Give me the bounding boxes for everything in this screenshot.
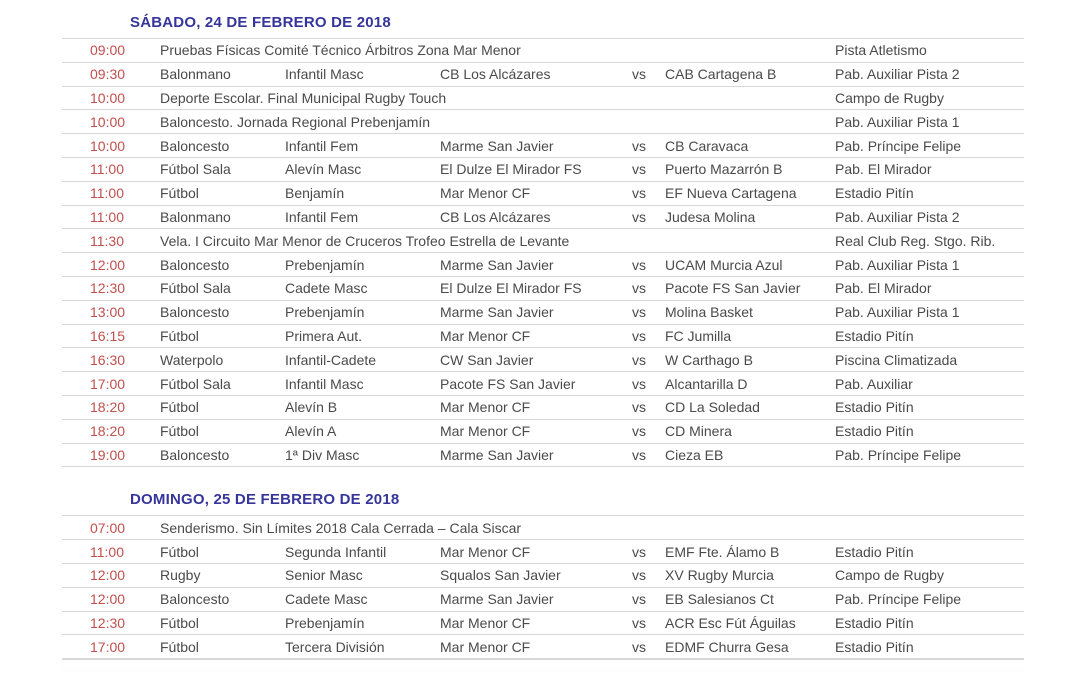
schedule-row bbox=[62, 371, 1024, 395]
sport-cell: Fútbol bbox=[160, 399, 199, 416]
home-team-cell: Mar Menor CF bbox=[440, 399, 531, 416]
home-team-cell: Pacote FS San Javier bbox=[440, 375, 576, 392]
venue-cell: Real Club Reg. Stgo. Rib. bbox=[835, 232, 996, 249]
schedule-row bbox=[62, 86, 1024, 110]
away-team-cell: Molina Basket bbox=[665, 304, 753, 321]
venue-cell: Estadio Pitín bbox=[835, 638, 914, 655]
cutoff-row bbox=[62, 659, 1024, 672]
venue-cell: Estadio Pitín bbox=[835, 185, 914, 202]
schedule-row bbox=[62, 109, 1024, 133]
home-team-cell: Marme San Javier bbox=[440, 256, 554, 273]
schedule-row bbox=[62, 634, 1024, 659]
venue-cell: Estadio Pitín bbox=[835, 543, 914, 560]
home-team-cell: Marme San Javier bbox=[440, 446, 554, 463]
category-cell: Cadete Masc bbox=[285, 591, 368, 608]
sport-cell: Balonmano bbox=[160, 66, 231, 83]
time-cell: 11:30 bbox=[90, 232, 124, 249]
vs-label: vs bbox=[632, 543, 646, 560]
venue-cell: Pab. Auxiliar Pista 1 bbox=[835, 113, 960, 130]
vs-label: vs bbox=[632, 256, 646, 273]
vs-label: vs bbox=[632, 567, 646, 584]
venue-cell: Campo de Rugby bbox=[835, 89, 944, 106]
away-team-cell: CB Caravaca bbox=[665, 137, 749, 154]
category-cell: Infantil Fem bbox=[285, 208, 359, 225]
schedule-row bbox=[62, 300, 1024, 324]
category-cell: Alevín B bbox=[285, 399, 338, 416]
away-team-cell: CD La Soledad bbox=[665, 399, 760, 416]
category-cell: Tercera División bbox=[285, 638, 385, 655]
time-cell: 12:00 bbox=[90, 591, 126, 608]
category-cell: Cadete Masc bbox=[285, 280, 368, 297]
schedule-row bbox=[62, 347, 1024, 371]
home-team-cell: Marme San Javier bbox=[440, 304, 554, 321]
away-team-cell: Judesa Molina bbox=[665, 208, 756, 225]
time-cell: 18:20 bbox=[90, 423, 126, 440]
vs-label: vs bbox=[632, 66, 646, 83]
time-cell: 11:00 bbox=[90, 543, 124, 560]
venue-cell: Pab. Príncipe Felipe bbox=[835, 137, 962, 154]
sport-cell: Baloncesto bbox=[160, 256, 230, 273]
schedule-row bbox=[62, 563, 1024, 587]
schedule-row bbox=[62, 395, 1024, 419]
vs-label: vs bbox=[632, 399, 646, 416]
vs-label: vs bbox=[632, 304, 646, 321]
schedule-row bbox=[62, 539, 1024, 563]
vs-label: vs bbox=[632, 638, 646, 655]
time-cell: 10:00 bbox=[90, 137, 126, 154]
category-cell: Prebenjamín bbox=[285, 614, 365, 631]
away-team-cell: EF Nueva Cartagena bbox=[665, 185, 797, 202]
category-cell: Infantil-Cadete bbox=[285, 351, 377, 368]
category-cell: Alevín Masc bbox=[285, 161, 362, 178]
away-team-cell: EDMF Churra Gesa bbox=[665, 638, 789, 655]
venue-cell: Pab. Auxiliar Pista 1 bbox=[835, 304, 960, 321]
sport-cell: Fútbol bbox=[160, 638, 199, 655]
vs-label: vs bbox=[632, 280, 646, 297]
schedule-row bbox=[62, 157, 1024, 181]
time-cell: 11:00 bbox=[90, 185, 124, 202]
category-cell: Segunda Infantil bbox=[285, 543, 387, 560]
vs-label: vs bbox=[632, 185, 646, 202]
schedule-row bbox=[62, 205, 1024, 229]
schedule-row bbox=[62, 228, 1024, 252]
away-team-cell: Alcantarilla D bbox=[665, 375, 748, 392]
schedule-sheet bbox=[62, 0, 1024, 672]
vs-label: vs bbox=[632, 375, 646, 392]
schedule-row bbox=[62, 443, 1024, 468]
home-team-cell: Marme San Javier bbox=[440, 137, 554, 154]
sport-cell: Fútbol Sala bbox=[160, 280, 231, 297]
time-cell: 10:00 bbox=[90, 89, 126, 106]
schedule-row bbox=[62, 38, 1024, 62]
sport-cell: Fútbol bbox=[160, 543, 199, 560]
sport-cell: Baloncesto bbox=[160, 137, 230, 154]
sport-cell: Rugby bbox=[160, 567, 201, 584]
event-description-cell: Vela. I Circuito Mar Menor de Cruceros Trofeo Estrella de Levante bbox=[160, 232, 570, 249]
schedule-row bbox=[62, 252, 1024, 276]
time-cell: 09:00 bbox=[90, 42, 126, 59]
time-cell: 12:30 bbox=[90, 614, 126, 631]
away-team-cell: CAB Cartagena B bbox=[665, 66, 777, 83]
vs-label: vs bbox=[632, 137, 646, 154]
away-team-cell: FC Jumilla bbox=[665, 327, 732, 344]
away-team-cell: Puerto Mazarrón B bbox=[665, 161, 783, 178]
event-description-cell: Senderismo. Sin Límites 2018 Cala Cerrada – Cala Siscar bbox=[160, 519, 522, 536]
schedule-row bbox=[62, 276, 1024, 300]
venue-cell: Estadio Pitín bbox=[835, 399, 914, 416]
schedule-row bbox=[62, 62, 1024, 86]
venue-cell: Pab. Príncipe Felipe bbox=[835, 446, 962, 463]
away-team-cell: CD Minera bbox=[665, 423, 732, 440]
event-description-cell: Deporte Escolar. Final Municipal Rugby Touch bbox=[160, 89, 447, 106]
away-team-cell: W Carthago B bbox=[665, 351, 753, 368]
away-team-cell: XV Rugby Murcia bbox=[665, 567, 774, 584]
time-cell: 11:00 bbox=[90, 161, 124, 178]
venue-cell: Pista Atletismo bbox=[835, 42, 927, 59]
away-team-cell: UCAM Murcia Azul bbox=[665, 256, 783, 273]
home-team-cell: CW San Javier bbox=[440, 351, 534, 368]
category-cell: Senior Masc bbox=[285, 567, 363, 584]
away-team-cell: ACR Esc Fút Águilas bbox=[665, 614, 796, 631]
time-cell: 11:00 bbox=[90, 208, 124, 225]
vs-label: vs bbox=[632, 208, 646, 225]
sport-cell: Fútbol Sala bbox=[160, 375, 231, 392]
category-cell: Alevín A bbox=[285, 423, 337, 440]
sport-cell: Fútbol bbox=[160, 614, 199, 631]
event-description-cell: Baloncesto. Jornada Regional Prebenjamín bbox=[160, 113, 431, 130]
venue-cell: Pab. Auxiliar Pista 1 bbox=[835, 256, 960, 273]
category-cell: Infantil Fem bbox=[285, 137, 359, 154]
time-cell: 17:00 bbox=[90, 375, 126, 392]
venue-cell: Pab. Príncipe Felipe bbox=[835, 591, 962, 608]
venue-cell: Pab. Auxiliar Pista 2 bbox=[835, 208, 960, 225]
category-cell: Benjamín bbox=[285, 185, 345, 202]
time-cell: 16:15 bbox=[90, 327, 126, 344]
vs-label: vs bbox=[632, 423, 646, 440]
sport-cell: Baloncesto bbox=[160, 591, 230, 608]
sport-cell: Waterpolo bbox=[160, 351, 224, 368]
vs-label: vs bbox=[632, 351, 646, 368]
home-team-cell: Mar Menor CF bbox=[440, 614, 531, 631]
time-cell: 09:30 bbox=[90, 66, 126, 83]
time-cell: 13:00 bbox=[90, 304, 126, 321]
home-team-cell: Squalos San Javier bbox=[440, 567, 561, 584]
schedule-row bbox=[62, 515, 1024, 539]
home-team-cell: Mar Menor CF bbox=[440, 423, 531, 440]
schedule-row bbox=[62, 133, 1024, 157]
home-team-cell: Mar Menor CF bbox=[440, 638, 531, 655]
away-team-cell: EMF Fte. Álamo B bbox=[665, 543, 780, 560]
category-cell: Prebenjamín bbox=[285, 304, 365, 321]
vs-label: vs bbox=[632, 591, 646, 608]
venue-cell: Piscina Climatizada bbox=[835, 351, 958, 368]
venue-cell: Campo de Rugby bbox=[835, 567, 944, 584]
venue-cell: Estadio Pitín bbox=[835, 327, 914, 344]
section-heading-saturday: SÁBADO, 24 DE FEBRERO DE 2018 bbox=[130, 14, 391, 31]
home-team-cell: El Dulze El Mirador FS bbox=[440, 280, 582, 297]
schedule-row bbox=[62, 419, 1024, 443]
category-cell: Infantil Masc bbox=[285, 66, 364, 83]
away-team-cell: Pacote FS San Javier bbox=[665, 280, 801, 297]
away-team-cell: Cieza EB bbox=[665, 446, 724, 463]
schedule-row bbox=[62, 587, 1024, 611]
category-cell: Primera Aut. bbox=[285, 327, 363, 344]
home-team-cell: CB Los Alcázares bbox=[440, 208, 551, 225]
home-team-cell: El Dulze El Mirador FS bbox=[440, 161, 582, 178]
schedule-row bbox=[62, 324, 1024, 348]
time-cell: 10:00 bbox=[90, 113, 126, 130]
venue-cell: Pab. El Mirador bbox=[835, 280, 932, 297]
sport-cell: Fútbol bbox=[160, 185, 199, 202]
sport-cell: Baloncesto bbox=[160, 446, 230, 463]
time-cell: 19:00 bbox=[90, 446, 126, 463]
away-team-cell: EB Salesianos Ct bbox=[665, 591, 774, 608]
vs-label: vs bbox=[632, 161, 646, 178]
time-cell: 12:00 bbox=[90, 256, 126, 273]
saturday-rows bbox=[62, 38, 1024, 467]
schedule-row bbox=[62, 611, 1024, 635]
vs-label: vs bbox=[632, 327, 646, 344]
vs-label: vs bbox=[632, 446, 646, 463]
venue-cell: Pab. El Mirador bbox=[835, 161, 932, 178]
time-cell: 12:00 bbox=[90, 567, 126, 584]
home-team-cell: Marme San Javier bbox=[440, 591, 554, 608]
home-team-cell: Mar Menor CF bbox=[440, 543, 531, 560]
home-team-cell: Mar Menor CF bbox=[440, 185, 531, 202]
time-cell: 16:30 bbox=[90, 351, 126, 368]
category-cell: Prebenjamín bbox=[285, 256, 365, 273]
venue-cell: Estadio Pitín bbox=[835, 423, 914, 440]
venue-cell: Pab. Auxiliar Pista 2 bbox=[835, 66, 960, 83]
category-cell: 1ª Div Masc bbox=[285, 446, 360, 463]
event-description-cell: Pruebas Físicas Comité Técnico Árbitros Zona Mar Menor bbox=[160, 42, 521, 59]
time-cell: 07:00 bbox=[90, 519, 126, 536]
sport-cell: Fútbol bbox=[160, 423, 199, 440]
home-team-cell: CB Los Alcázares bbox=[440, 66, 551, 83]
sport-cell: Fútbol Sala bbox=[160, 161, 231, 178]
schedule-row bbox=[62, 181, 1024, 205]
sport-cell: Balonmano bbox=[160, 208, 231, 225]
sport-cell: Fútbol bbox=[160, 327, 199, 344]
home-team-cell: Mar Menor CF bbox=[440, 327, 531, 344]
section-heading-sunday: DOMINGO, 25 DE FEBRERO DE 2018 bbox=[130, 491, 400, 509]
vs-label: vs bbox=[632, 614, 646, 631]
venue-cell: Pab. Auxiliar bbox=[835, 375, 913, 392]
venue-cell: Estadio Pitín bbox=[835, 614, 914, 631]
time-cell: 18:20 bbox=[90, 399, 126, 416]
sunday-rows bbox=[62, 515, 1024, 659]
time-cell: 12:30 bbox=[90, 280, 126, 297]
category-cell: Infantil Masc bbox=[285, 375, 364, 392]
time-cell: 17:00 bbox=[90, 638, 126, 655]
sport-cell: Baloncesto bbox=[160, 304, 230, 321]
